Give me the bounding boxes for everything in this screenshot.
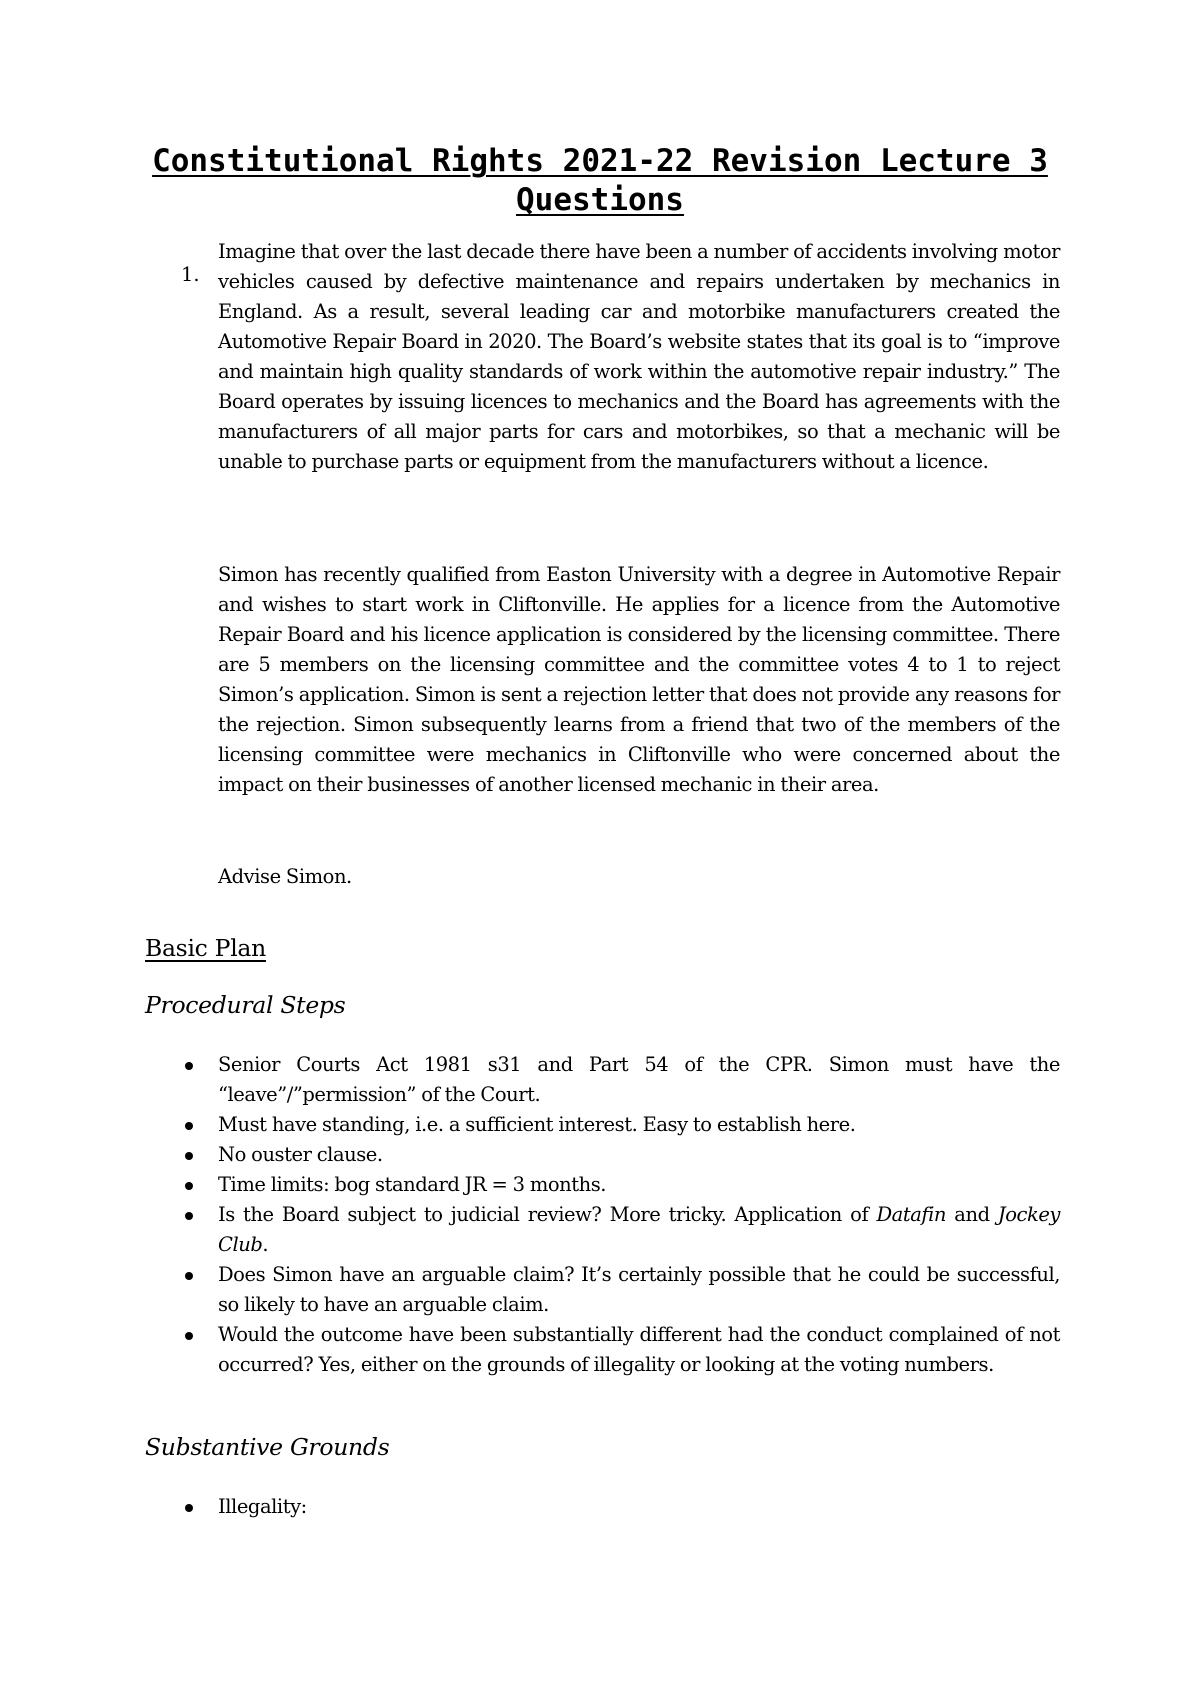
bullet-text: Illegality:	[218, 1495, 307, 1518]
title-line-2: Questions	[516, 182, 684, 218]
question-instruction: Advise Simon.	[218, 865, 352, 888]
bullet-icon	[185, 1152, 193, 1160]
bullet-icon	[185, 1212, 193, 1220]
list-item	[0, 1260, 1200, 1320]
bullet-text-part: Is the Board subject to judicial review? More tricky. Application of	[218, 1203, 877, 1226]
bullet-icon	[185, 1062, 193, 1070]
question-number: 1.	[181, 263, 200, 286]
bullet-text: Would the outcome have been substantially different had the conduct complained of not occurred? Yes, either on the grounds of illegality or looking at the voting numbers.	[218, 1323, 1060, 1376]
procedural-steps-heading: Procedural Steps	[145, 991, 346, 1019]
bullet-text: Senior Courts Act 1981 s31 and Part 54 of the CPR. Simon must have the “leave”/”permission” of the Court.	[218, 1053, 1060, 1106]
list-item	[0, 1050, 1200, 1110]
bullet-text: Must have standing, i.e. a sufficient interest. Easy to establish here.	[218, 1113, 856, 1136]
bullet-icon	[185, 1272, 193, 1280]
list-item	[0, 1200, 1200, 1260]
list-item	[0, 1110, 1200, 1140]
case-name-datafin: Datafin	[876, 1203, 947, 1226]
question-paragraph-2: Simon has recently qualified from Easton University with a degree in Automotive Repair and wishes to start work in Cliftonville. He applies for a licence from the Automotive Repair Board and his licence application is considered by the licensing committee. There are 5 members on the licensing committee and the committee votes 4 to 1 to reject Simon’s application. Simon is sent a rejection letter that does not provide any reasons for the rejection. Simon subsequently learns from a friend that two of the members of the licensing committee were mechanics in Cliftonville who were concerned about the impact on their businesses of another licensed mechanic in their area.	[218, 563, 1060, 796]
bullet-text: Time limits: bog standard JR = 3 months.	[218, 1173, 607, 1196]
bullet-text-part: .	[262, 1233, 269, 1256]
case-name-jockey-club: Jockey Club	[218, 1203, 1060, 1256]
substantive-grounds-heading: Substantive Grounds	[145, 1433, 390, 1461]
list-item	[0, 1492, 1200, 1522]
bullet-text-part: and	[946, 1203, 998, 1226]
bullet-icon	[185, 1122, 193, 1130]
bullet-text: Does Simon have an arguable claim? It’s certainly possible that he could be successful, so likely to have an arguable claim.	[218, 1263, 1060, 1316]
procedural-steps-list	[0, 1050, 1200, 1380]
list-item	[0, 1170, 1200, 1200]
bullet-text	[218, 1200, 1060, 1260]
list-item	[0, 1320, 1200, 1380]
bullet-icon	[185, 1504, 193, 1512]
bullet-text: No ouster clause.	[218, 1143, 383, 1166]
bullet-icon	[185, 1182, 193, 1190]
question-paragraph-1: Imagine that over the last decade there have been a number of accidents involving motor vehicles caused by defective maintenance and repairs undertaken by mechanics in England. As a result, several leading car and motorbike manufacturers created the Automotive Repair Board in 2020. The Board’s website states that its goal is to “improve and maintain high quality standards of work within the automotive repair industry.” The Board operates by issuing licences to mechanics and the Board has agreements with the manufacturers of all major parts for cars and motorbikes, so that a mechanic will be unable to purchase parts or equipment from the manufacturers without a licence.	[218, 240, 1060, 473]
bullet-icon	[185, 1332, 193, 1340]
document-title	[100, 142, 1100, 220]
title-line-1: Constitutional Rights 2021-22 Revision Lecture 3	[152, 143, 1048, 179]
substantive-grounds-list	[0, 1492, 1200, 1522]
list-item	[0, 1140, 1200, 1170]
basic-plan-heading: Basic Plan	[145, 934, 266, 962]
